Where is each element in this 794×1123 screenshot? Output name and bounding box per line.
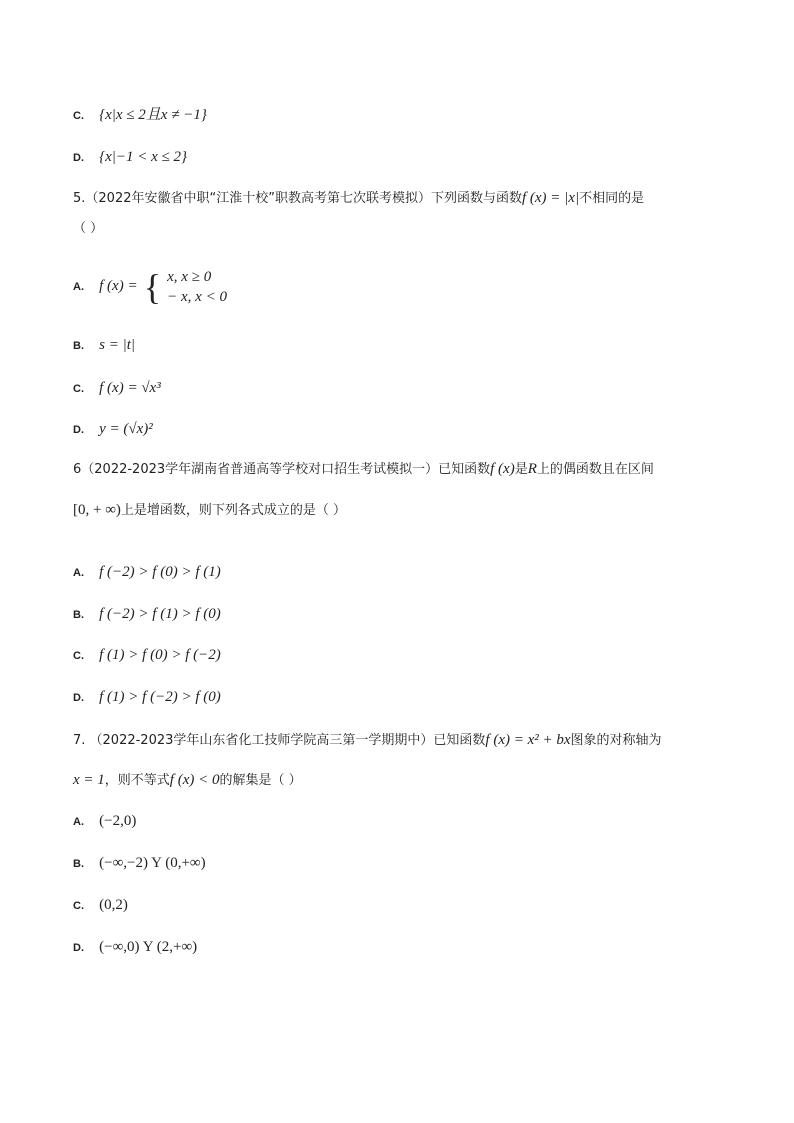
option-label: B. (73, 858, 84, 870)
q6-option-d (73, 687, 221, 708)
option-label: D. (73, 692, 84, 704)
option-expression: f (1) > f (−2) > f (0) (99, 689, 221, 705)
option-label: A. (73, 567, 84, 579)
q7-axis-math: x = 1 (73, 772, 105, 788)
option-label: C. (73, 383, 84, 395)
q7-stem-line1 (73, 730, 662, 751)
q7-option-a (73, 811, 136, 832)
option-expression: f (1) > f (0) > f (−2) (99, 647, 221, 663)
option-expression: (−2,0) (99, 813, 137, 829)
q4-option-d (73, 147, 187, 168)
q7-stem-suffix: 图象的对称轴为 (570, 733, 662, 748)
q6-stem-prefix: 6（2022-2023学年湖南省普通高等学校对口招生考试模拟一）已知函数 (73, 462, 491, 477)
option-label: D. (73, 424, 84, 436)
option-lhs: f (x) = (99, 278, 138, 294)
option-label: B. (73, 340, 84, 352)
q7-option-b (73, 853, 206, 874)
option-expression: {x|−1 < x ≤ 2} (99, 149, 188, 165)
option-label: C. (73, 650, 84, 662)
q6-stem-suffix: 上的偶函数且在区间 (536, 462, 654, 477)
option-label: D. (73, 942, 84, 954)
q4-option-c (73, 105, 207, 126)
option-expression: (−∞,0) Y (2,+∞) (99, 939, 198, 955)
q7-option-d (73, 937, 197, 958)
left-brace: { (143, 266, 161, 307)
q6-interval: [0, + ∞) (73, 502, 121, 518)
piecewise-cases (167, 267, 227, 307)
case-1: x, x ≥ 0 (167, 268, 212, 285)
option-label: A. (73, 281, 84, 293)
q7-stem-text1: ，则不等式 (104, 773, 170, 788)
q5-stem-prefix: 5.（2022年安徽省中职“江淮十校”职教高考第七次联考模拟）下列函数与函数 (73, 191, 522, 206)
option-expression: f (−2) > f (0) > f (1) (99, 564, 221, 580)
q5-option-a (73, 266, 227, 307)
q6-stem-math1: f (x) (490, 461, 515, 477)
option-expression: {x|x ≤ 2且x ≠ −1} (99, 107, 207, 123)
q5-option-d (73, 419, 153, 440)
q5-answer-blank: （ ） (73, 221, 104, 236)
q6-stem-mid: 是 (514, 462, 528, 477)
q6-option-c (73, 645, 221, 666)
option-expression: f (−2) > f (1) > f (0) (99, 606, 221, 622)
q7-stem-line2 (73, 770, 302, 791)
q7-stem-math: f (x) = x² + bx (485, 732, 571, 748)
q7-inequality-math: f (x) < 0 (169, 772, 220, 788)
option-label: A. (73, 816, 84, 828)
option-expression: y = (√x)² (99, 421, 153, 437)
option-expression: s = |t| (99, 337, 136, 353)
q6-option-b (73, 604, 221, 625)
case-2: − x, x < 0 (167, 288, 227, 305)
option-label: C. (73, 110, 84, 122)
q6-stem-math2: R (527, 461, 537, 477)
option-label: C. (73, 900, 84, 912)
q7-option-c (73, 895, 128, 916)
q5-stem-line2 (73, 219, 103, 239)
q7-stem-text2: 的解集是（ ） (219, 773, 302, 788)
q6-option-a (73, 562, 221, 583)
q6-stem-text: 上是增函数，则下列各式成立的是（ ） (120, 503, 347, 518)
option-label: B. (73, 609, 84, 621)
option-expression: (0,2) (99, 897, 128, 913)
q5-stem-line1 (73, 188, 644, 209)
option-expression: f (x) = √x³ (99, 380, 161, 396)
q6-stem-line2 (73, 500, 346, 521)
q5-option-c (73, 378, 161, 399)
q7-stem-prefix: 7. （2022-2023学年山东省化工技师学院高三第一学期期中）已知函数 (73, 733, 486, 748)
option-label: D. (73, 152, 84, 164)
q6-stem-line1 (73, 459, 654, 480)
q5-option-b (73, 335, 135, 356)
q5-stem-suffix: 不相同的是 (579, 191, 645, 206)
q5-stem-math: f (x) = |x| (521, 190, 580, 206)
option-expression: (−∞,−2) Y (0,+∞) (99, 855, 206, 871)
